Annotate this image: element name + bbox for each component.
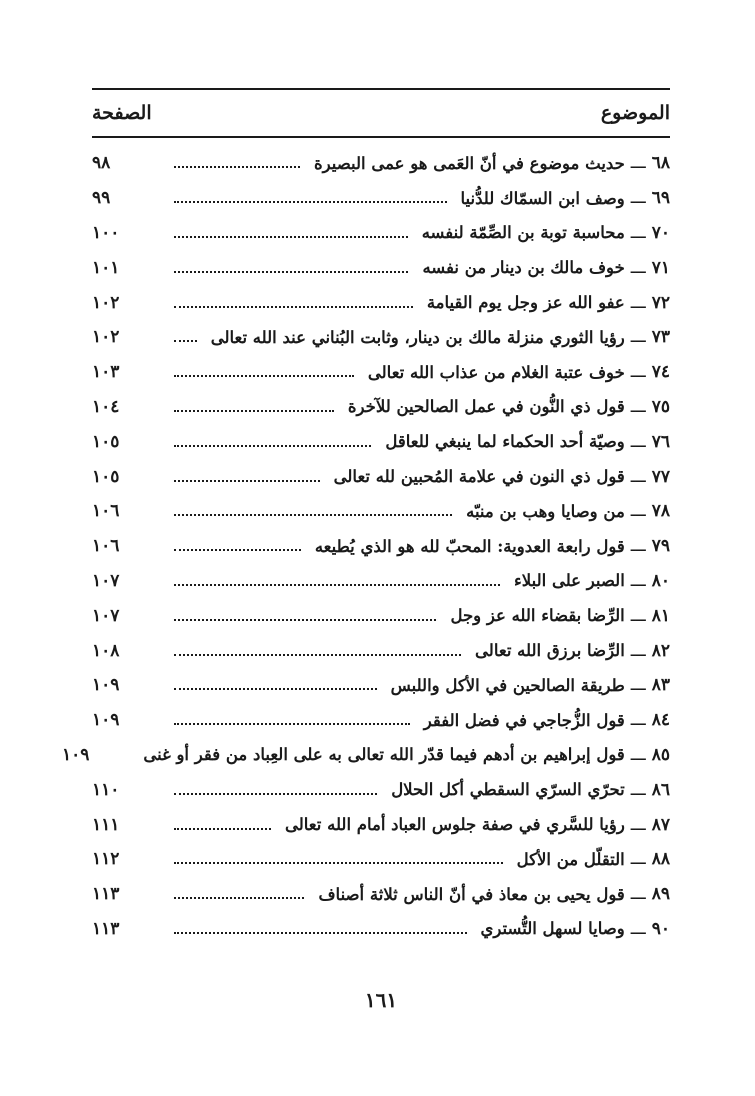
dot-leader: [174, 410, 334, 412]
entry-number: ٧٣: [651, 327, 670, 348]
toc-entry: [92, 424, 670, 459]
entry-title: تحرّي السرّي السقطي أكل الحلال: [391, 780, 625, 800]
dot-leader: [174, 201, 447, 203]
entry-page-number: ٩٩: [92, 188, 111, 209]
toc-entry: [92, 146, 670, 181]
entry-title: وصف ابن السمّاك للدُّنيا: [460, 188, 625, 208]
entry-page-number: ١١٠: [92, 779, 120, 800]
topic-column-label: الموضوع: [600, 102, 670, 124]
dot-leader: [174, 932, 467, 934]
entry-dash: ـــ: [630, 675, 646, 696]
dot-leader: [174, 340, 197, 342]
entry-title: قول إبراهيم بن أدهم فيما قدّر الله تعالى به على العِباد من فقر أو غنى: [143, 745, 625, 765]
toc-entry: [92, 529, 670, 564]
entry-title: من وصايا وهب بن منبّه: [466, 501, 625, 521]
toc-entry: [92, 564, 670, 599]
folio-page-number: ١٦١: [364, 988, 398, 1012]
entry-title: قول رابعة العدوية: المحبّ لله هو الذي يُطيعه: [314, 536, 625, 556]
dot-leader: [174, 271, 408, 273]
entry-dash: ـــ: [630, 188, 646, 209]
toc-entry: [92, 494, 670, 529]
entry-title: الرِّضا برزق الله تعالى: [475, 641, 625, 661]
entry-page-number: ١٠٩: [61, 744, 90, 765]
entry-number: ٦٨: [651, 153, 670, 174]
entry-dash: ـــ: [630, 292, 646, 313]
toc-entry: [92, 842, 670, 877]
toc-list: [61, 146, 670, 946]
entry-number: ٨٧: [651, 814, 670, 835]
entry-page-number: ١٠٢: [92, 292, 120, 313]
entry-title: التقلّل من الأكل: [516, 849, 625, 869]
toc-entry: [92, 772, 670, 807]
toc-entry: [92, 250, 670, 285]
entry-dash: ـــ: [630, 431, 646, 452]
entry-number: ٨٥: [651, 744, 670, 765]
dot-leader: [174, 862, 503, 864]
dot-leader: [174, 549, 301, 551]
entry-number: ٨٩: [651, 884, 670, 905]
dot-leader: [174, 654, 461, 656]
entry-number: ٨٨: [651, 849, 670, 870]
entry-number: ٧٢: [651, 292, 670, 313]
entry-number: ٨٣: [651, 675, 670, 696]
entry-page-number: ١٠٨: [92, 640, 120, 661]
entry-page-number: ١٠٢: [92, 327, 120, 348]
entry-dash: ـــ: [630, 222, 646, 243]
entry-dash: ـــ: [630, 501, 646, 522]
entry-title: خوف مالك بن دينار من نفسه: [422, 258, 625, 278]
toc-entry: [92, 668, 670, 703]
entry-title: الصبر على البلاء: [514, 571, 625, 591]
entry-dash: ـــ: [630, 710, 646, 731]
entry-title: حديث موضوع في أنّ العَمى هو عمى البصيرة: [313, 153, 625, 173]
entry-number: ٧٧: [651, 466, 670, 487]
entry-title: عفو الله عز وجل يوم القيامة: [426, 293, 625, 313]
page-column-label: الصفحة: [92, 102, 152, 124]
entry-page-number: ١١١: [92, 814, 120, 835]
dot-leader: [174, 375, 354, 377]
entry-page-number: ١١٣: [92, 884, 120, 905]
entry-title: وصيّة أحد الحكماء لما ينبغي للعاقل: [385, 432, 625, 452]
dot-leader: [174, 793, 377, 795]
entry-title: قول ذي النون في علامة المُحبين لله تعالى: [333, 467, 625, 487]
toc-entry: [61, 738, 670, 773]
entry-title: رؤيا للسَّري في صفة جلوس العباد أمام الله تعالى: [285, 815, 625, 835]
entry-dash: ـــ: [630, 779, 646, 800]
entry-dash: ـــ: [630, 327, 646, 348]
entry-page-number: ١٠٥: [92, 466, 120, 487]
entry-dash: ـــ: [630, 640, 646, 661]
entry-dash: ـــ: [630, 744, 646, 765]
entry-dash: ـــ: [630, 605, 646, 626]
entry-number: ٦٩: [651, 188, 670, 209]
entry-number: ٧٠: [651, 222, 670, 243]
dot-leader: [174, 514, 452, 516]
toc-entry: [92, 633, 670, 668]
entry-page-number: ٩٨: [92, 153, 111, 174]
entry-page-number: ١٠٥: [92, 431, 120, 452]
toc-entry: [92, 285, 670, 320]
dot-leader: [174, 306, 413, 308]
entry-page-number: ١٠٦: [92, 501, 120, 522]
entry-page-number: ١٠٣: [92, 362, 120, 383]
dot-leader: [174, 166, 300, 168]
dot-leader: [174, 584, 500, 586]
entry-number: ٨٠: [651, 570, 670, 591]
dot-leader: [174, 480, 320, 482]
entry-dash: ـــ: [630, 918, 646, 939]
toc-entry: [92, 912, 670, 947]
toc-entry: [92, 355, 670, 390]
toc-entry: [92, 320, 670, 355]
dot-leader: [174, 236, 408, 238]
dot-leader: [174, 619, 436, 621]
entry-number: ٧٥: [651, 396, 670, 417]
entry-number: ٨٦: [651, 779, 670, 800]
entry-dash: ـــ: [630, 884, 646, 905]
toc-entry: [92, 807, 670, 842]
header-top-rule: [92, 88, 670, 90]
entry-title: الرِّضا بقضاء الله عز وجل: [450, 606, 625, 626]
entry-title: قول يحيى بن معاذ في أنّ الناس ثلاثة أصناف: [318, 884, 625, 904]
entry-title: رؤيا الثوري منزلة مالك بن دينار، وثابت البُناني عند الله تعالى: [210, 327, 625, 347]
dot-leader: [174, 688, 377, 690]
entry-page-number: ١٠٠: [92, 222, 120, 243]
entry-dash: ـــ: [630, 396, 646, 417]
entry-page-number: ١١٣: [92, 918, 120, 939]
toc-entry: [92, 877, 670, 912]
entry-number: ٧٩: [651, 536, 670, 557]
entry-number: ٧٤: [651, 362, 670, 383]
entry-dash: ـــ: [630, 814, 646, 835]
entry-dash: ـــ: [630, 466, 646, 487]
entry-dash: ـــ: [630, 536, 646, 557]
entry-number: ٨٢: [651, 640, 670, 661]
header-bottom-rule: [92, 136, 670, 138]
entry-number: ٨٤: [651, 710, 670, 731]
toc-entry: [92, 181, 670, 216]
entry-title: وصايا لسهل التُّستري: [480, 919, 625, 939]
toc-entry: [92, 459, 670, 494]
entry-number: ٩٠: [651, 918, 670, 939]
entry-dash: ـــ: [630, 153, 646, 174]
entry-dash: ـــ: [630, 570, 646, 591]
entry-page-number: ١٠٦: [92, 536, 120, 557]
entry-title: محاسبة توبة بن الصِّمّة لنفسه: [421, 223, 625, 243]
toc-page: [61, 0, 670, 1096]
entry-dash: ـــ: [630, 362, 646, 383]
entry-page-number: ١١٢: [92, 849, 120, 870]
entry-dash: ـــ: [630, 257, 646, 278]
dot-leader: [174, 445, 371, 447]
dot-leader: [174, 723, 410, 725]
toc-entry: [92, 598, 670, 633]
dot-leader: [174, 828, 271, 830]
toc-entry: [92, 216, 670, 251]
entry-title: خوف عتبة الغلام من عذاب الله تعالى: [367, 362, 625, 382]
entry-number: ٧٨: [651, 501, 670, 522]
entry-title: قول ذي النُّون في عمل الصالحين للآخرة: [347, 397, 625, 417]
entry-page-number: ١٠٤: [92, 396, 120, 417]
entry-title: طريقة الصالحين في الأكل واللبس: [390, 675, 625, 695]
entry-page-number: ١٠٩: [92, 675, 120, 696]
entry-number: ٧١: [651, 257, 670, 278]
entry-page-number: ١٠١: [92, 257, 120, 278]
entry-page-number: ١٠٩: [92, 710, 120, 731]
dot-leader: [174, 897, 304, 899]
entry-page-number: ١٠٧: [92, 605, 120, 626]
entry-page-number: ١٠٧: [92, 570, 120, 591]
entry-number: ٧٦: [651, 431, 670, 452]
toc-entry: [92, 390, 670, 425]
entry-dash: ـــ: [630, 849, 646, 870]
entry-number: ٨١: [651, 605, 670, 626]
entry-title: قول الزُّجاجي في فضل الفقر: [423, 710, 625, 730]
toc-header: [92, 96, 670, 130]
toc-entry: [92, 703, 670, 738]
